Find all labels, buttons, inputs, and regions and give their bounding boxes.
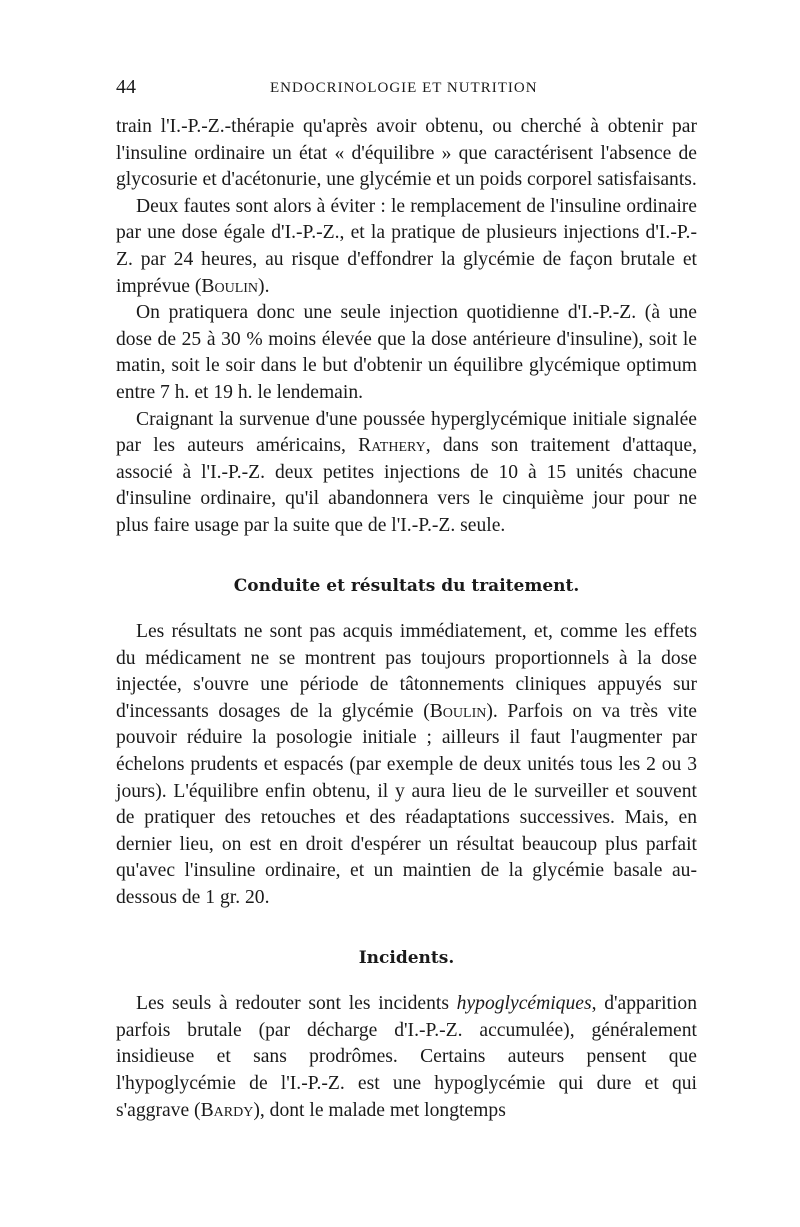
paragraph-text: Les seuls à redouter sont les incidents bbox=[136, 993, 457, 1015]
paragraph-rathery bbox=[116, 407, 697, 540]
running-title: ENDOCRINOLOGIE ET NUTRITION bbox=[270, 80, 538, 96]
page-number: 44 bbox=[116, 76, 136, 98]
author-name: Boulin bbox=[201, 275, 259, 297]
author-name: Bardy bbox=[200, 1099, 254, 1121]
paragraph-text: ). bbox=[258, 275, 270, 297]
section-heading-conduite: Conduite et résultats du traitement. bbox=[233, 575, 580, 596]
author-name: Boulin bbox=[429, 700, 487, 722]
paragraph-text: Deux fautes sont alors à éviter : le remplacement de l'insuline ordinaire par une dose égale d'I.-P.-Z., et la pratique de plusieurs injections d'I.-P.-Z. par 24 heures, au risque d'effondrer la glycémie de façon brutale et imprévue ( bbox=[116, 195, 697, 297]
paragraph-text: Craignant la survenue d'une poussée hyperglycémique initiale signalée par les auteurs américains, bbox=[116, 408, 697, 457]
paragraph-single-injection: On pratiquera donc une seule injection quotidienne d'I.-P.-Z. (à une dose de 25 à 30 % moins élevée que la dose antérieure d'insuline), soit le matin, soit le soir dans le but d'obtenir un équilibre glycémique optimum entre 7 h. et 19 h. le lendemain. bbox=[116, 302, 697, 403]
paragraph-continuation: train l'I.-P.-Z.-thérapie qu'après avoir obtenu, ou cherché à obtenir par l'insuline ordinaire un état « d'équilibre » que caractérisent l'absence de glycosurie et d'acétonurie, une glycémie et un poids corporel satisfaisants. bbox=[116, 116, 697, 191]
paragraph-text: ). Parfois on va très vite pouvoir réduire la posologie initiale ; ailleurs il faut l'augmenter par échelons prudents et espacés (par exemple de deux unités tous les 2 ou 3 jours). L'équilibre enfin obtenu, il y aura lieu de le surveiller et souvent de pratiquer des retouches et des réadaptations successives. Mais, en dernier lieu, on est en droit d'espérer un résultat beaucoup plus parfait qu'avec l'insuline ordinaire, et un maintien de la glycémie basale au-dessous de 1 gr. 20. bbox=[116, 700, 697, 909]
page-header bbox=[116, 76, 696, 106]
paragraph-text: , d'apparition parfois brutale (par décharge d'I.-P.-Z. accumulée), généralement insidieuse et sans prodrômes. Certains auteurs pensent que l'hypoglycémie de l'I.-P.-Z. est une hypoglycémie qui dure et qui s'aggrave ( bbox=[116, 993, 697, 1121]
paragraph-text: Les résultats ne sont pas acquis immédiatement, et, comme les effets du médicament ne se montrent pas toujours proportionnels à la dose injectée, s'ouvre une période de tâtonnements cliniques appuyés sur d'incessants dosages de la glycémie ( bbox=[116, 621, 697, 722]
italic-term: hypoglycémiques bbox=[456, 993, 592, 1015]
paragraph-text: , dans son traitement d'attaque, associé à l'I.-P.-Z. deux petites injections de 10 à 15 unités chacune d'insuline ordinaire, qu'il abandonnera vers le cinquième jour pour ne plus faire usage par la suite que de l'I.-P.-Z. seule. bbox=[116, 435, 697, 536]
paragraph-text: ), dont le malade met longtemps bbox=[253, 1099, 506, 1121]
paragraph-two-faults bbox=[116, 194, 697, 300]
section-heading-incidents: Incidents. bbox=[358, 947, 455, 968]
paragraph-results bbox=[116, 619, 697, 912]
author-name: Rathery bbox=[358, 435, 426, 457]
page-body bbox=[116, 114, 697, 1124]
paragraph-incidents bbox=[116, 991, 697, 1124]
